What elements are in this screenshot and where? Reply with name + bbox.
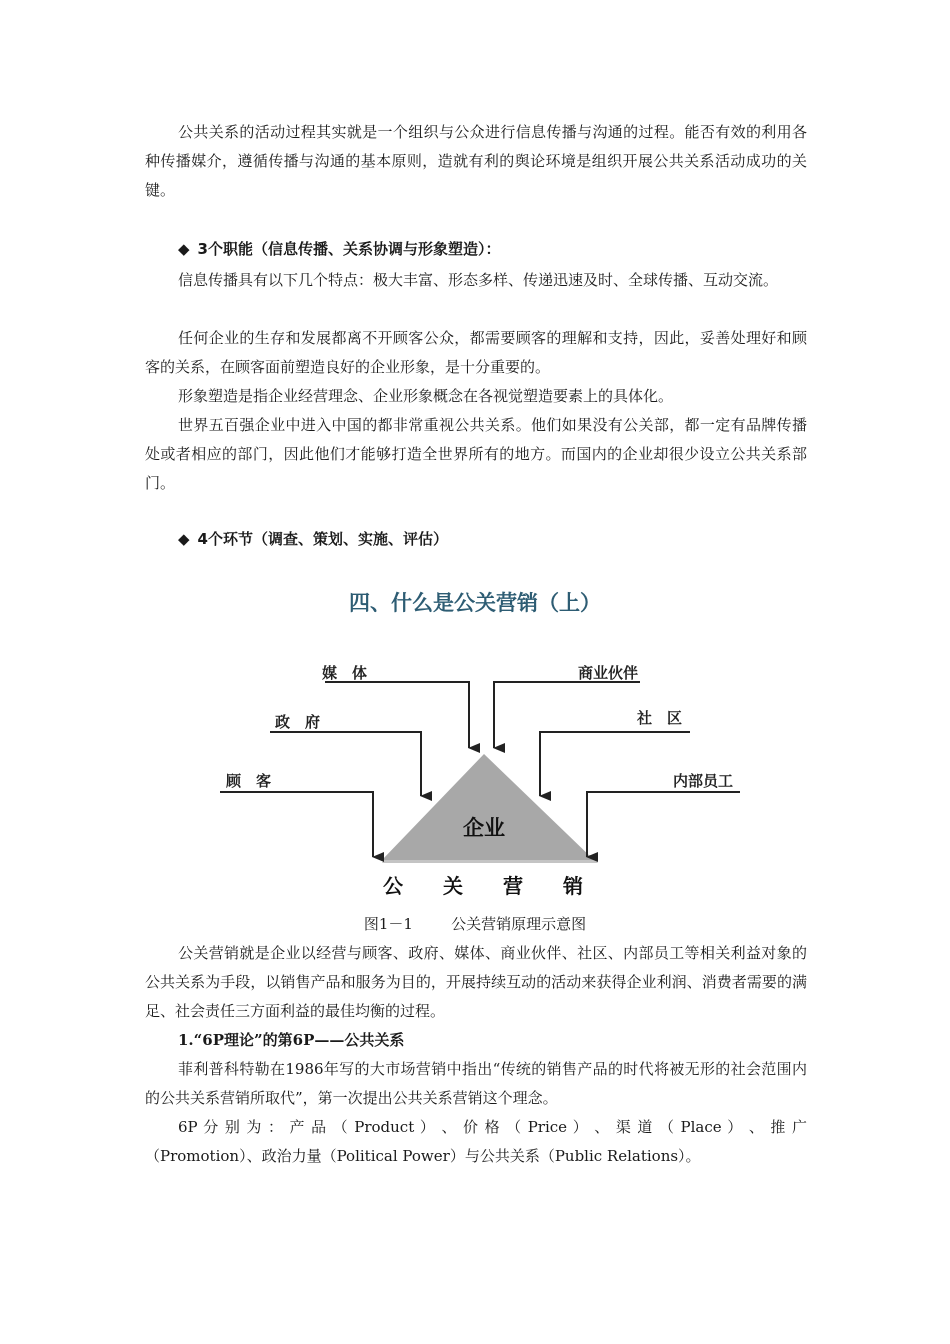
label-staff: 内部员工	[672, 772, 733, 790]
paragraph-info-spread: 信息传播具有以下几个特点：极大丰富、形态多样、传递迅速及时、全球传播、互动交流。	[178, 271, 779, 289]
arrow-community	[540, 732, 690, 796]
diamond-bullet-icon: ◆	[178, 530, 190, 548]
diamond-bullet-icon: ◆	[178, 240, 190, 258]
paragraph-6p-list: 6P 分 别 为 ： 产 品 （ Product ） 、 价 格 （ Price ） 、 渠 道 （ Place ） 、 推 广（Promotion）、政治力量（Political Power）与公共关系（Public Relations）。	[145, 1118, 807, 1165]
arrow-customer	[220, 792, 373, 857]
paragraph-pr-marketing-definition: 公关营销就是企业以经营与顾客、政府、媒体、商业伙伴、社区、内部员工等相关利益对象的公共关系为手段，以销售产品和服务为目的，开展持续互动的活动来获得企业利润、消费者需要的满足、社会责任三方面利益的最佳均衡的过程。	[145, 944, 807, 1020]
paragraph-image-building: 形象塑造是指企业经营理念、企业形象概念在各视觉塑造要素上的具体化。	[178, 387, 674, 405]
arrow-partner	[494, 682, 640, 748]
arrow-government	[270, 732, 421, 796]
center-triangle	[382, 754, 594, 860]
paragraph-customer-relations: 任何企业的生存和发展都离不开顾客公众，都需要顾客的理解和支持，因此，妥善处理好和顾客的关系，在顾客面前塑造良好的企业形象，是十分重要的。	[145, 329, 807, 376]
section-title: 四、什么是公关营销（上）	[349, 591, 601, 615]
subheading-6p: 1.“6P理论”的第6P——公共关系	[178, 1031, 405, 1049]
label-media: 媒 体	[322, 664, 368, 682]
label-partner: 商业伙伴	[577, 664, 638, 682]
bullet-text: 3个职能（信息传播、关系协调与形象塑造）：	[197, 240, 501, 258]
label-community: 社 区	[636, 709, 682, 727]
paragraph-fortune-500: 世界五百强企业中进入中国的都非常重视公共关系。他们如果没有公关部，都一定有品牌传播处或者相应的部门，因此他们才能够打造全世界所有的地方。而国内的企业却很少设立公共关系部门。	[145, 416, 807, 492]
figure-caption: 图1－1 公关营销原理示意图	[363, 915, 587, 933]
label-bottom: 公 关 营 销	[383, 874, 583, 898]
bullet-four-steps	[178, 528, 448, 550]
label-government: 政 府	[275, 713, 321, 731]
paragraph-activity-process: 公共关系的活动过程其实就是一个组织与公众进行信息传播与沟通的过程。能否有效的利用各种传播媒介，遵循传播与沟通的基本原则，造就有利的舆论环境是组织开展公共关系活动成功的关键。	[145, 123, 807, 199]
label-center: 企业	[463, 816, 505, 840]
arrow-media	[325, 682, 469, 748]
bullet-text: 4个环节（调查、策划、实施、评估）	[197, 530, 448, 548]
pr-marketing-diagram	[0, 645, 950, 905]
bullet-three-functions	[178, 238, 501, 260]
arrow-staff	[587, 792, 740, 857]
paragraph-kotler: 菲利普科特勒在1986年写的大市场营销中指出“传统的销售产品的时代将被无形的社会范围内的公共关系营销所取代”，第一次提出公共关系营销这个理念。	[145, 1060, 807, 1107]
label-customer: 顾 客	[226, 772, 272, 790]
